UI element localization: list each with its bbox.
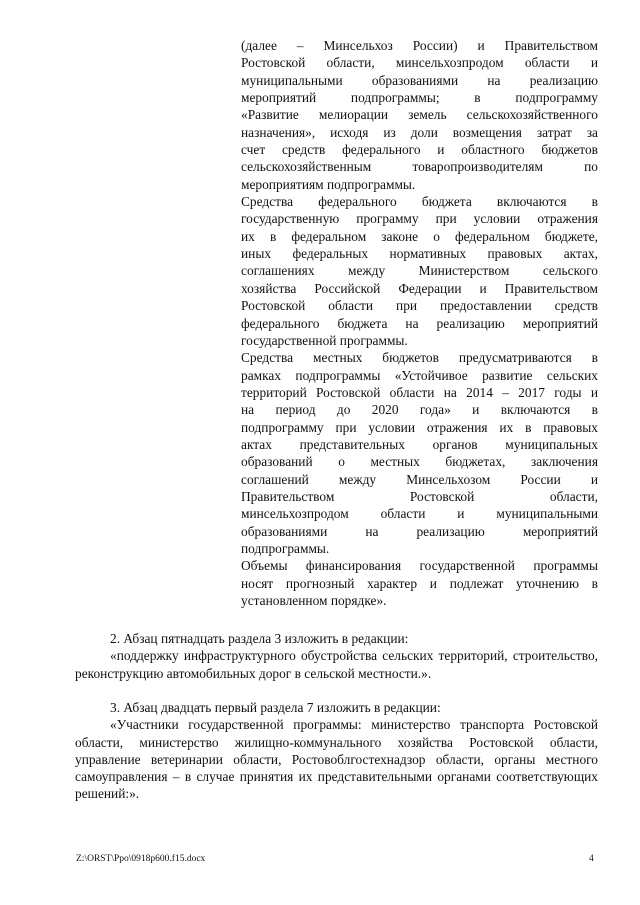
text-line: Средства местных бюджетов предусматриваются в — [241, 350, 598, 366]
text-line: иных федеральных нормативных правовых актах, — [241, 246, 598, 262]
text-line: рамках подпрограммы «Устойчивое развитие сельских — [241, 367, 598, 383]
text-line: счет средств федерального и областного бюджетов — [241, 142, 598, 158]
text-line: актах представительных органов муниципальных — [241, 436, 598, 452]
text-line: муниципальными образованиями на реализацию — [241, 72, 598, 88]
text-line: Правительством Ростовской области, — [241, 488, 598, 504]
item-3-heading: 3. Абзац двадцать первый раздела 7 изложить в редакции: — [110, 700, 441, 715]
page-number: 4 — [589, 854, 594, 864]
text-line: подпрограмму при условии отражения их в правовых — [241, 419, 598, 435]
text-line: их в федеральном законе о федеральном бюджете, — [241, 228, 598, 244]
text-line: установленном порядке». — [241, 593, 387, 608]
text-line: государственной программы. — [241, 332, 408, 348]
footer-file-path: Z:\ORST\Ppo\0918p600.f15.docx — [76, 854, 206, 864]
text-line: сельскохозяйственным товаропроизводителям по — [241, 159, 598, 175]
text-line: минсельхозпродом области и муниципальными — [241, 506, 598, 522]
text-line: мероприятиям подпрограммы. — [241, 176, 416, 192]
item-3-section — [75, 699, 598, 803]
text-line: соглашениях между Министерством сельского — [241, 263, 598, 279]
text-line: образований о местных бюджетах, заключения — [241, 454, 598, 470]
text-line: государственную программу при условии отражения — [241, 211, 598, 227]
text-line: подпрограммы. — [241, 540, 330, 556]
text-line: мероприятий подпрограммы; в подпрограмму — [241, 90, 598, 106]
item-3-text: «Участники государственной программы: министерство транспорта Ростовской области, министерство жилищно-коммунального хозяйства Ростовской области, управление ветеринарии области, Ростовоблгостехнадзор области, органы местного самоуправления – в случае принятия их представительными органами соответствующих решений:». — [75, 717, 598, 802]
text-line: на период до 2020 года» и включаются в — [241, 402, 598, 418]
text-line: хозяйства Российской Федерации и Правительством — [241, 280, 598, 296]
text-line: «Развитие мелиорации земель сельскохозяйственного — [241, 107, 598, 123]
text-line: Объемы финансирования государственной программы — [241, 558, 598, 574]
text-line: носят прогнозный характер и подлежат уточнению в — [241, 575, 598, 591]
text-line: соглашений между Минсельхозом России и — [241, 471, 598, 487]
text-line: Ростовской области, минсельхозпродом области и — [241, 55, 598, 71]
text-line: назначения», исходя из доли возмещения затрат за — [241, 124, 598, 140]
text-line: федерального бюджета на реализацию мероприятий — [241, 315, 598, 331]
item-2-heading: 2. Абзац пятнадцать раздела 3 изложить в редакции: — [110, 631, 409, 646]
text-line: (далее – Минсельхоз России) и Правительством — [241, 38, 598, 53]
text-line: Ростовской области при предоставлении средств — [241, 298, 598, 314]
item-2-text: «поддержку инфраструктурного обустройства сельских территорий, строительство, реконструкцию автомобильных дорог в сельской местности.». — [75, 648, 598, 681]
item-2-section — [75, 630, 598, 682]
continued-text-column — [241, 37, 598, 609]
text-line: Средства федерального бюджета включаются в — [241, 194, 598, 210]
text-line: образованиями на реализацию мероприятий — [241, 523, 598, 539]
text-line: территорий Ростовской области на 2014 – 2017 годы и — [241, 384, 598, 400]
